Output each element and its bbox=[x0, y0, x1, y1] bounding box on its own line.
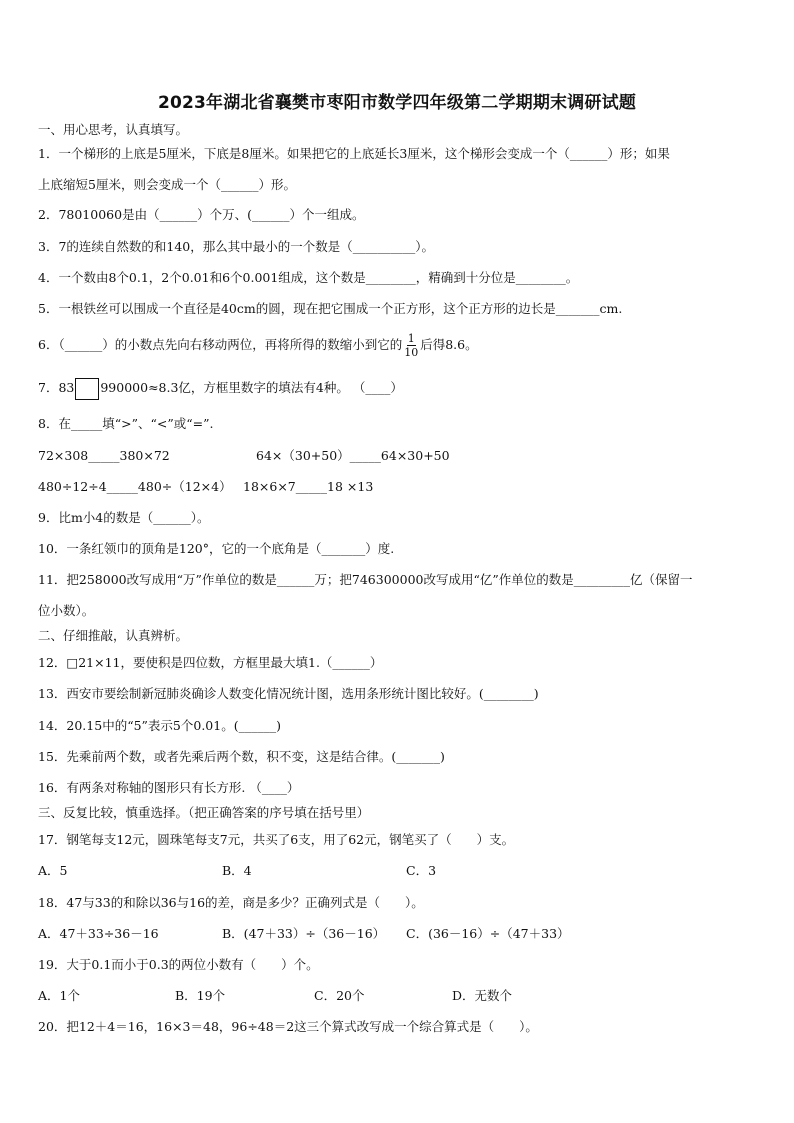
question-6 bbox=[38, 330, 478, 360]
question-3: 3．7的连续自然数的和140，那么其中最小的一个数是（__________）。 bbox=[38, 239, 435, 254]
question-8-row-2-right: 18×6×7_____18 ×13 bbox=[243, 479, 374, 494]
question-8-row-1-left: 72×308_____380×72 bbox=[38, 448, 170, 463]
question-7-text-post: 990000≈8.3亿，方框里数字的填法有4种。 （____） bbox=[100, 380, 403, 395]
section-heading-3: 三、反复比较，慎重选择。（把正确答案的序号填在括号里） bbox=[38, 805, 370, 820]
question-8-row-2-left: 480÷12÷4_____480÷（12×4） bbox=[38, 479, 232, 494]
question-18-option-c: C．(36－16）÷（47＋33） bbox=[406, 926, 570, 941]
question-7-text-pre: 7．83 bbox=[38, 380, 75, 395]
question-5: 5．一根铁丝可以围成一个直径是40cm的圆，现在把它围成一个正方形，这个正方形的边长是_______cm. bbox=[38, 301, 623, 316]
question-12: 12．□21×11，要使积是四位数，方框里最大填1.（______） bbox=[38, 655, 383, 670]
page-title: 2023年湖北省襄樊市枣阳市数学四年级第二学期期末调研试题 bbox=[157, 93, 637, 113]
question-1-line-1: 1．一个梯形的上底是5厘米，下底是8厘米。如果把它的上底延长3厘米，这个梯形会变成一个（______）形；如果 bbox=[38, 146, 670, 161]
question-2: 2．78010060是由（______）个万、(______）个一组成。 bbox=[38, 207, 365, 222]
question-17: 17．钢笔每支12元，圆珠笔每支7元，共买了6支，用了62元，钢笔买了（ ）支。 bbox=[38, 832, 515, 847]
question-14: 14．20.15中的“5”表示5个0.01。(______) bbox=[38, 718, 281, 733]
section-heading-2: 二、仔细推敲，认真辨析。 bbox=[38, 628, 189, 643]
question-9: 9．比m小4的数是（______）。 bbox=[38, 510, 210, 525]
question-10: 10．一条红领巾的顶角是120°，它的一个底角是（_______）度. bbox=[38, 541, 395, 556]
question-15: 15．先乘前两个数，或者先乘后两个数，积不变，这是结合律。(_______) bbox=[38, 749, 445, 764]
question-13: 13．西安市要绘制新冠肺炎确诊人数变化情况统计图，选用条形统计图比较好。(________) bbox=[38, 686, 539, 701]
question-6-text-post: 后得8.6。 bbox=[420, 337, 478, 352]
section-heading-1: 一、用心思考，认真填写。 bbox=[38, 122, 189, 137]
answer-box bbox=[75, 378, 99, 400]
question-4: 4．一个数由8个0.1，2个0.01和6个0.001组成，这个数是________，精确到十分位是________。 bbox=[38, 270, 579, 285]
fraction bbox=[404, 332, 418, 359]
fraction-denominator: 10 bbox=[404, 346, 419, 359]
question-16: 16．有两条对称轴的图形只有长方形. （____） bbox=[38, 780, 300, 795]
question-19-option-c: C．20个 bbox=[314, 988, 365, 1003]
question-8-row-1-right: 64×（30+50）_____64×30+50 bbox=[256, 448, 450, 463]
question-17-option-c: C．3 bbox=[406, 863, 437, 878]
question-19-option-a: A．1个 bbox=[38, 988, 80, 1003]
question-19-option-d: D．无数个 bbox=[452, 988, 513, 1003]
question-1-line-2: 上底缩短5厘米，则会变成一个（______）形。 bbox=[38, 177, 296, 192]
question-17-option-a: A．5 bbox=[38, 863, 68, 878]
question-17-option-b: B．4 bbox=[222, 863, 252, 878]
question-18-option-b: B．(47＋33）÷（36－16） bbox=[222, 926, 386, 941]
question-20: 20．把12＋4＝16，16×3＝48，96÷48＝2这三个算式改写成一个综合算式是（ ）。 bbox=[38, 1019, 538, 1034]
question-11-line-1: 11．把258000改写成用“万”作单位的数是______万；把746300000改写成用“亿”作单位的数是_________亿（保留一 bbox=[38, 572, 693, 587]
question-7 bbox=[38, 376, 403, 400]
question-8-heading: 8．在_____填“>”、“<”或“=”. bbox=[38, 416, 214, 431]
question-19: 19．大于0.1而小于0.3的两位小数有（ ）个。 bbox=[38, 957, 319, 972]
fraction-numerator: 1 bbox=[407, 332, 415, 345]
question-11-line-2: 位小数）。 bbox=[38, 603, 95, 618]
question-6-text-pre: 6．（______）的小数点先向右移动两位，再将所得的数缩小到它的 bbox=[38, 337, 403, 352]
question-18-option-a: A．47＋33÷36－16 bbox=[38, 926, 159, 941]
question-18: 18．47与33的和除以36与16的差，商是多少？正确列式是（ ）。 bbox=[38, 895, 424, 910]
question-19-option-b: B．19个 bbox=[175, 988, 226, 1003]
